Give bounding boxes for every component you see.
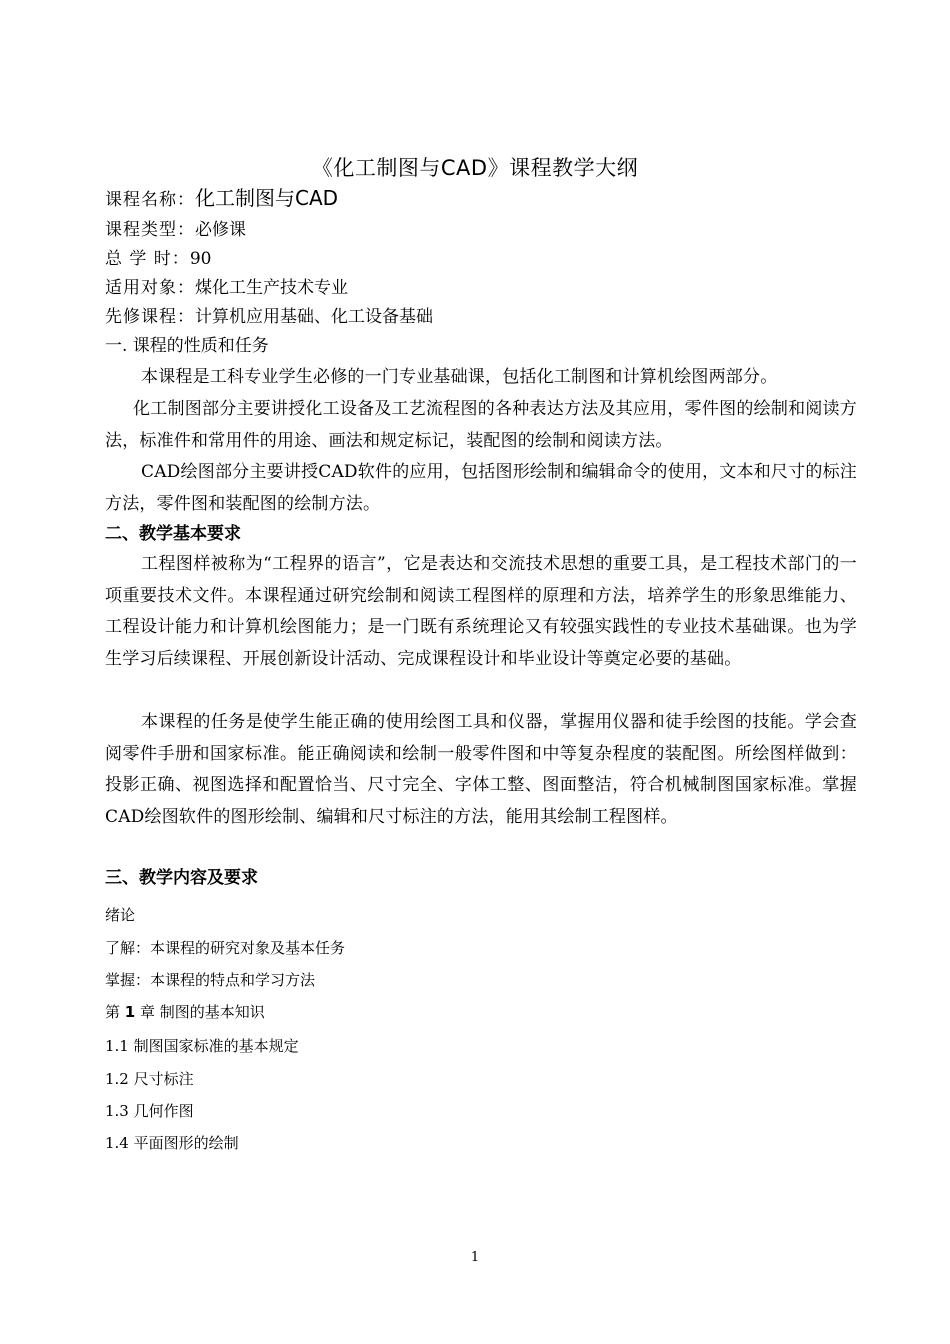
chapter-1-title bbox=[105, 1003, 265, 1021]
item-1-1: 1.1 制图国家标准的基本规定 bbox=[105, 1037, 299, 1055]
chapter-1-suffix: 章 制图的基本知识 bbox=[140, 1003, 265, 1021]
hours-row bbox=[105, 249, 211, 269]
section-1-paragraph-2: 化工制图部分主要讲授化工设备及工艺流程图的各种表达方法及其应用，零件图的绘制和阅读方法，标准件和常用件的用途、画法和规定标记，装配图的绘制和阅读方法。 bbox=[105, 399, 857, 451]
intro-master: 掌握：本课程的特点和学习方法 bbox=[105, 971, 316, 989]
chapter-1-prefix: 第 bbox=[105, 1003, 121, 1021]
page-number: 1 bbox=[470, 1250, 480, 1265]
course-type-row bbox=[105, 220, 246, 240]
document-title: 《化工制图与CAD》课程教学大纲 bbox=[311, 156, 639, 180]
audience-row bbox=[105, 278, 348, 298]
course-name-value: 化工制图与CAD bbox=[195, 186, 339, 210]
audience-value: 煤化工生产技术专业 bbox=[195, 278, 348, 298]
item-1-2: 1.2 尺寸标注 bbox=[105, 1070, 194, 1088]
course-type-label: 课程类型： bbox=[105, 220, 195, 240]
section-1-paragraph-1: 本课程是工科专业学生必修的一门专业基础课，包括化工制图和计算机绘图两部分。 bbox=[141, 367, 778, 387]
item-1-3: 1.3 几何作图 bbox=[105, 1102, 194, 1120]
section-1-heading: 一. 课程的性质和任务 bbox=[105, 336, 269, 356]
course-type-value: 必修课 bbox=[195, 220, 246, 240]
section-3-heading: 三、教学内容及要求 bbox=[105, 868, 258, 888]
audience-label: 适用对象： bbox=[105, 278, 195, 298]
intro-title: 绪论 bbox=[105, 906, 136, 924]
prereq-row bbox=[105, 307, 433, 327]
intro-understand: 了解：本课程的研究对象及基本任务 bbox=[105, 939, 346, 957]
hours-label: 总 学 时： bbox=[105, 249, 190, 269]
course-name-row bbox=[105, 188, 338, 210]
section-2-paragraph-1: 工程图样被称为“工程界的语言”，它是表达和交流技术思想的重要工具，是工程技术部门的一项重要技术文件。本课程通过研究绘制和阅读工程图样的原理和方法，培养学生的形象思维能力、工程设计能力和计算机绘图能力；是一门既有系统理论又有较强实践性的专业技术基础课。也为学生学习后续课程、开展创新设计活动、完成课程设计和毕业设计等奠定必要的基础。 bbox=[105, 554, 857, 669]
section-1-paragraph-3: CAD绘图部分主要讲授CAD软件的应用，包括图形绘制和编辑命令的使用，文本和尺寸的标注方法，零件图和装配图的绘制方法。 bbox=[105, 462, 857, 514]
course-name-label: 课程名称： bbox=[105, 190, 195, 210]
prereq-label: 先修课程： bbox=[105, 307, 195, 327]
chapter-1-number: 1 bbox=[124, 1003, 136, 1021]
section-2-heading: 二、教学基本要求 bbox=[105, 524, 241, 544]
item-1-4: 1.4 平面图形的绘制 bbox=[105, 1134, 239, 1152]
hours-value: 90 bbox=[189, 249, 212, 269]
section-2-paragraph-2: 本课程的任务是使学生能正确的使用绘图工具和仪器，掌握用仪器和徒手绘图的技能。学会查阅零件手册和国家标准。能正确阅读和绘制一般零件图和中等复杂程度的装配图。所绘图样做到：投影正确、视图选择和配置恰当、尺寸完全、字体工整、图面整洁，符合机械制图国家标准。掌握CAD绘图软件的图形绘制、编辑和尺寸标注的方法，能用其绘制工程图样。 bbox=[105, 712, 857, 827]
prereq-value: 计算机应用基础、化工设备基础 bbox=[195, 307, 433, 327]
